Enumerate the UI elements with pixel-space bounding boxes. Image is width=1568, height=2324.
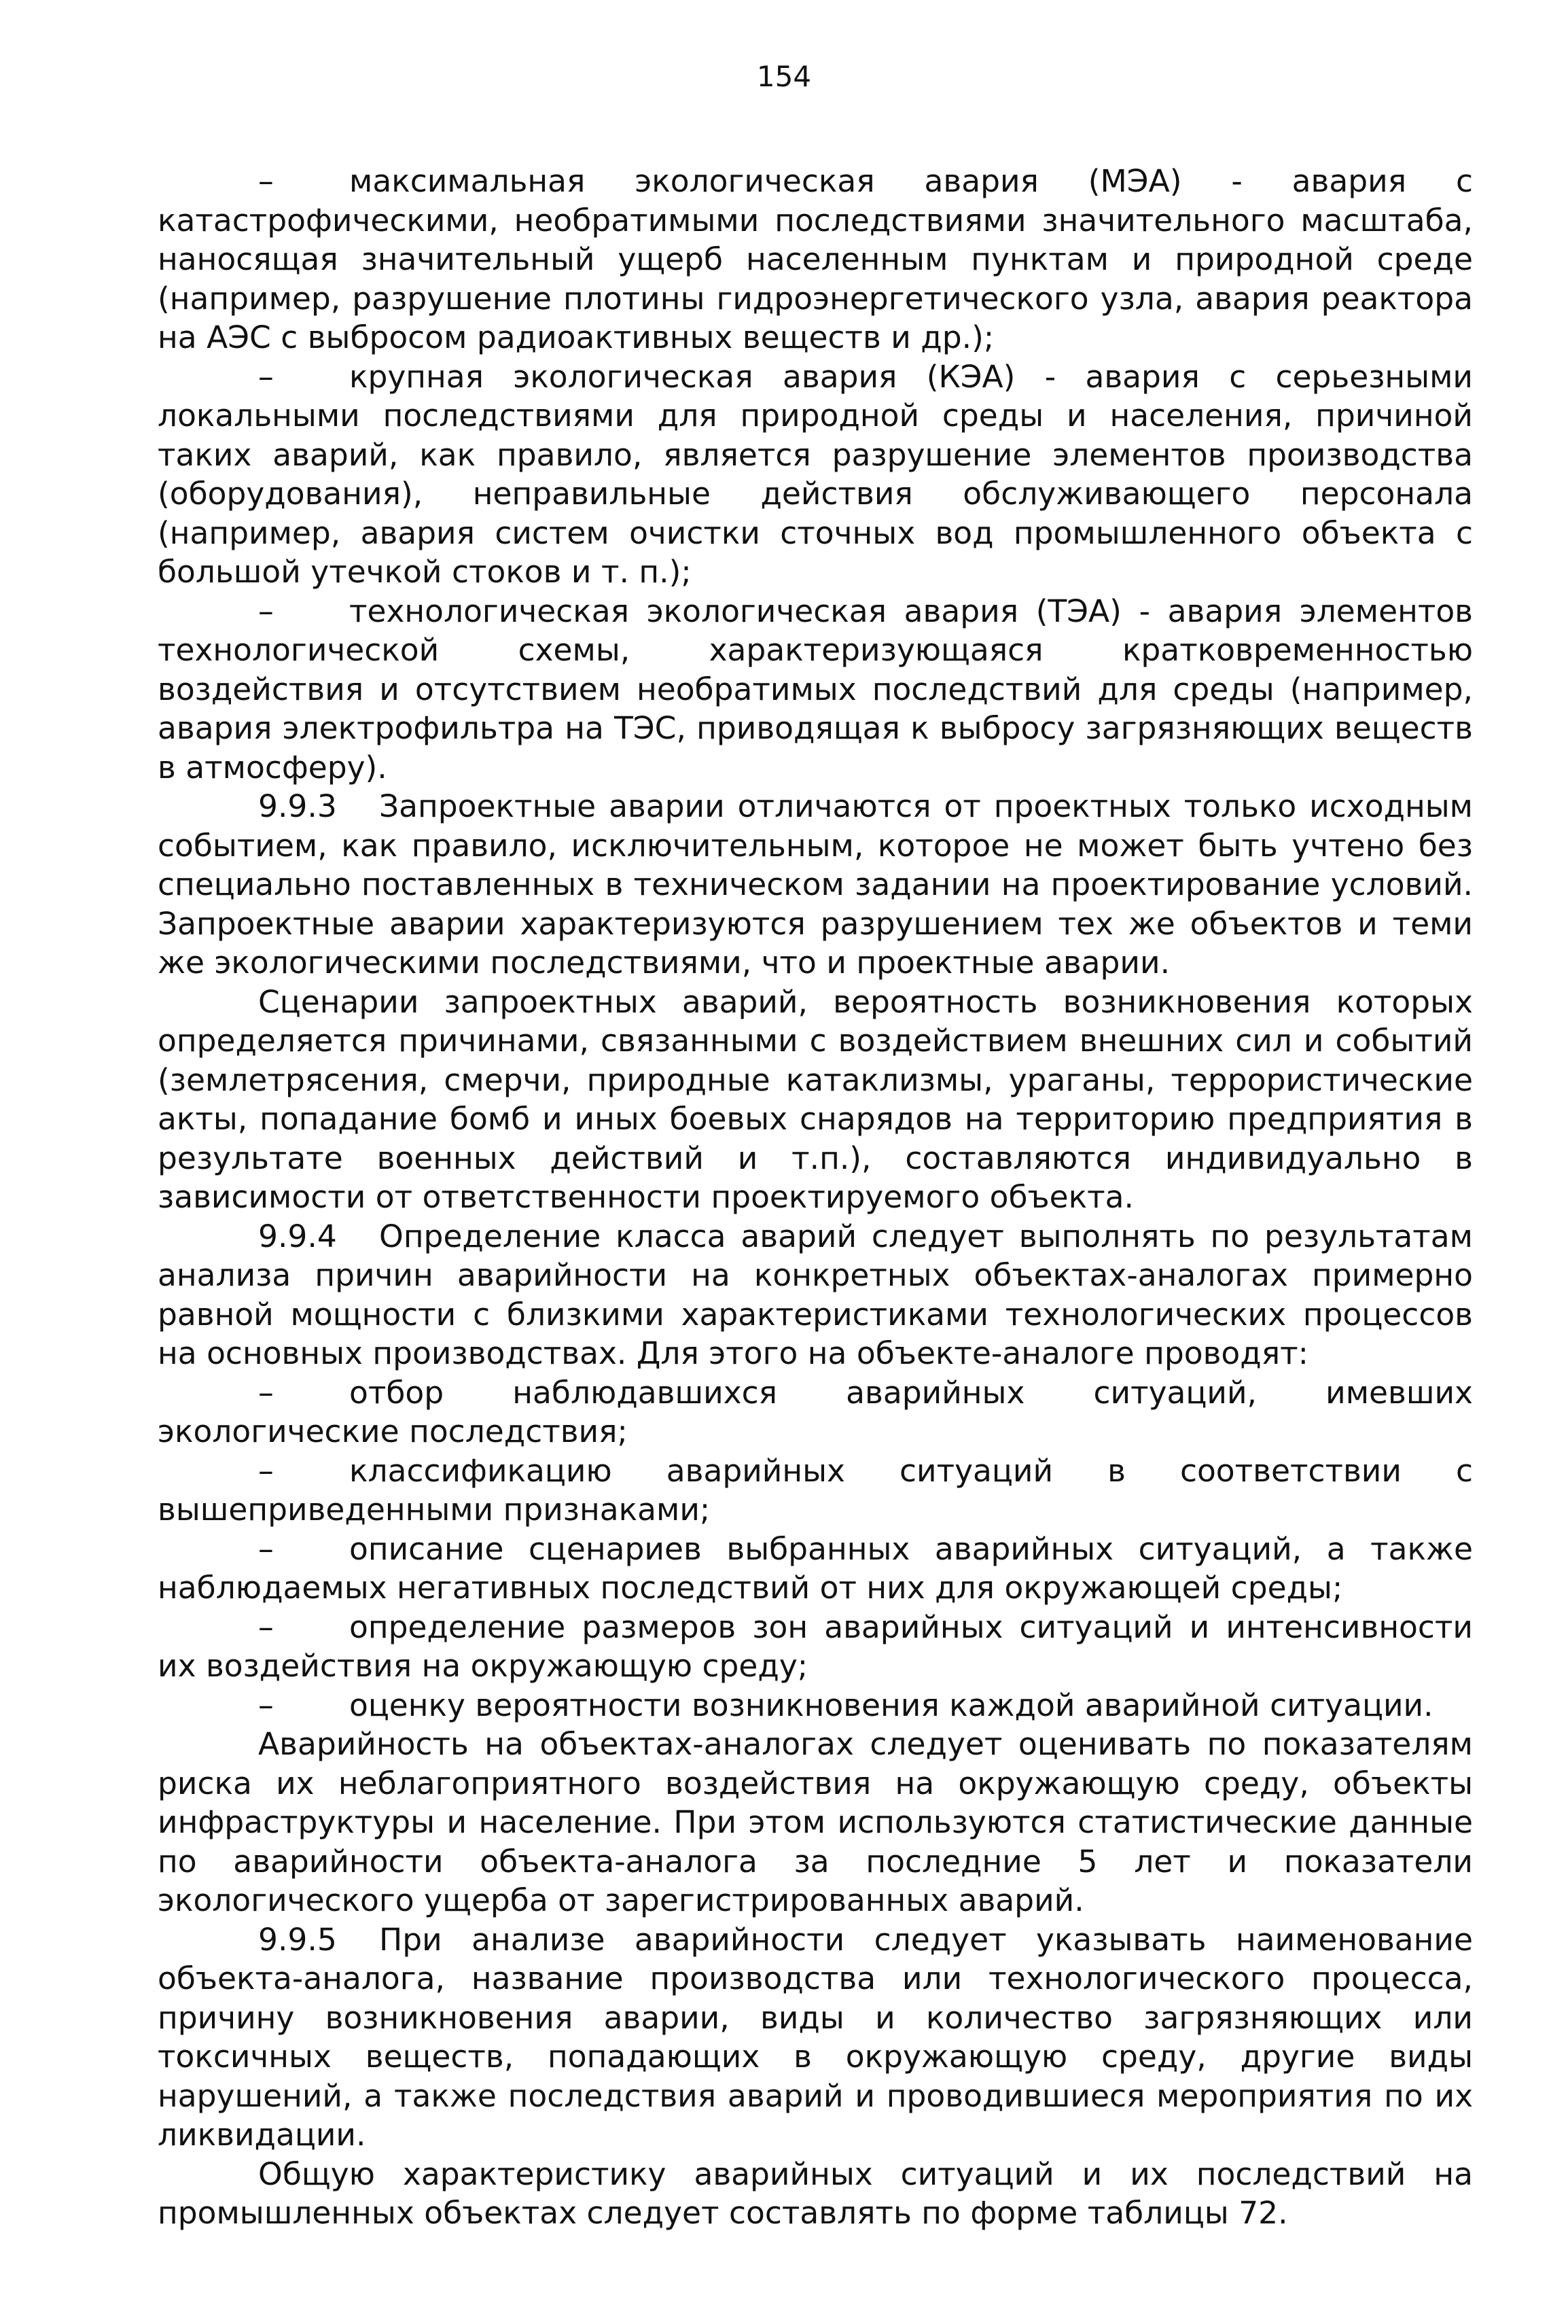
paragraph-text: Определение класса аварий следует выполнять по результатам анализа причин аварийности на конкретных объектах-аналогах примерно равной мощности с близкими характеристиками технологических процессов на основных производствах. Для этого на объекте-аналоге проводят: xyxy=(158,1218,1473,1371)
paragraph-9-9-3 xyxy=(158,787,1473,983)
bullet-dash: – xyxy=(258,1608,274,1645)
paragraph-text: оценку вероятности возникновения каждой аварийной ситуации. xyxy=(349,1687,1433,1723)
paragraph-9-9-5 xyxy=(158,1920,1473,2155)
section-number: 9.9.4 xyxy=(258,1218,337,1254)
paragraph-9-9-4 xyxy=(158,1217,1473,1373)
paragraph-text: При анализе аварийности следует указывать наименование объекта-аналога, название производства или технологического процесса, причину возникновения аварии, виды и количество загрязняющих или токсичных веществ, попадающих в окружающую среду, другие виды нарушений, а также последствия аварий и проводившиеся мероприятия по их ликвидации. xyxy=(158,1921,1473,2153)
section-number: 9.9.5 xyxy=(258,1921,337,1958)
list-item-classification xyxy=(158,1451,1473,1530)
paragraph-text: Сценарии запроектных аварий, вероятность возникновения которых определяется причинами, связанными с воздействием внешних сил и событий (землетрясения, смерчи, природные катаклизмы, ураганы, террористические акты, попадание бомб и иных боевых снарядов на территорию предприятия в результате военных действий и т.п.), составляются индивидуально в зависимости от ответственности проектируемого объекта. xyxy=(158,983,1473,1215)
bullet-dash: – xyxy=(258,1687,274,1723)
document-body xyxy=(158,162,1473,2233)
list-item-description xyxy=(158,1530,1473,1608)
paragraph-risk-assessment xyxy=(158,1725,1473,1920)
list-item-zones xyxy=(158,1608,1473,1686)
paragraph-scenarios xyxy=(158,983,1473,1217)
paragraph-text: отбор наблюдавшихся аварийных ситуаций, имевших экологические последствия; xyxy=(158,1374,1473,1449)
paragraph-text: классификацию аварийных ситуаций в соответствии с вышеприведенными признаками; xyxy=(158,1452,1473,1528)
paragraph-bullet-mea xyxy=(158,162,1473,357)
section-number: 9.9.3 xyxy=(258,788,337,824)
paragraph-bullet-kea xyxy=(158,357,1473,592)
paragraph-text: описание сценариев выбранных аварийных ситуаций, а также наблюдаемых негативных последствий от них для окружающей среды; xyxy=(158,1530,1473,1606)
list-item-selection xyxy=(158,1373,1473,1451)
paragraph-text: максимальная экологическая авария (МЭА) - авария с катастрофическими, необратимыми последствиями значительного масштаба, наносящая значительный ущерб населенным пунктам и природной среде (например, разрушение плотины гидроэнергетического узла, авария реактора на АЭС с выбросом радиоактивных веществ и др.); xyxy=(158,163,1473,355)
page-number: 154 xyxy=(756,60,812,93)
bullet-dash: – xyxy=(258,1374,274,1411)
paragraph-text: Запроектные аварии отличаются от проектных только исходным событием, как правило, исключительным, которое не может быть учтено без специально поставленных в техническом задании на проектирование условий. Запроектные аварии характеризуются разрушением тех же объектов и теми же экологическими последствиями, что и проектные аварии. xyxy=(158,788,1473,981)
paragraph-table-reference xyxy=(158,2155,1473,2233)
bullet-dash: – xyxy=(258,163,274,199)
paragraph-bullet-tea xyxy=(158,592,1473,788)
bullet-dash: – xyxy=(258,358,274,395)
paragraph-text: крупная экологическая авария (КЭА) - авария с серьезными локальными последствиями для природной среды и населения, причиной таких аварий, как правило, является разрушение элементов производства (оборудования), неправильные действия обслуживающего персонала (например, авария систем очистки сточных вод промышленного объекта с большой утечкой стоков и т. п.); xyxy=(158,358,1473,590)
paragraph-text: определение размеров зон аварийных ситуаций и интенсивности их воздействия на окружающую среду; xyxy=(158,1608,1473,1684)
paragraph-text: Аварийность на объектах-аналогах следует оценивать по показателям риска их неблагоприятного воздействия на окружающую среду, объекты инфраструктуры и население. При этом используются статистические данные по аварийности объекта-аналога за последние 5 лет и показатели экологического ущерба от зарегистрированных аварий. xyxy=(158,1726,1473,1918)
bullet-dash: – xyxy=(258,1452,274,1489)
paragraph-text: технологическая экологическая авария (ТЭА) - авария элементов технологической схемы, характеризующаяся кратковременностью воздействия и отсутствием необратимых последствий для среды (например, авария электрофильтра на ТЭС, приводящая к выбросу загрязняющих веществ в атмосферу). xyxy=(158,593,1473,786)
bullet-dash: – xyxy=(258,593,274,629)
list-item-probability xyxy=(158,1686,1473,1725)
bullet-dash: – xyxy=(258,1530,274,1567)
paragraph-text: Общую характеристику аварийных ситуаций и их последствий на промышленных объектах следует составлять по форме таблицы 72. xyxy=(158,2155,1473,2231)
